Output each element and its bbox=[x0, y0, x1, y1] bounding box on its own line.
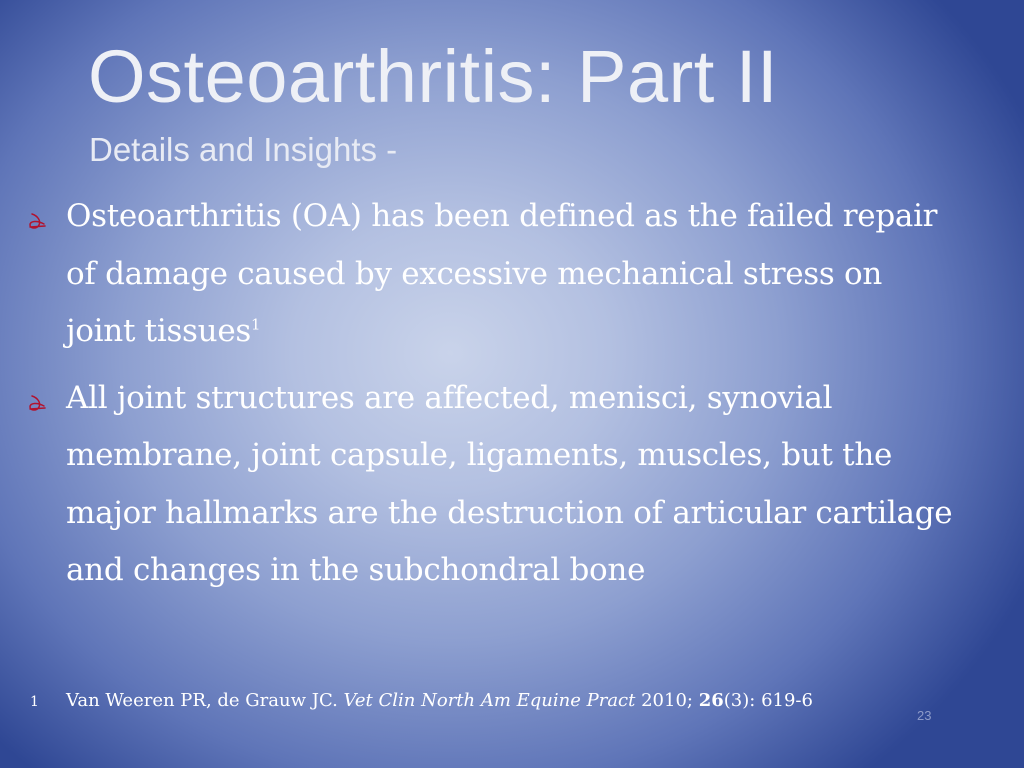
footnote-authors: Van Weeren PR, de Grauw JC. bbox=[66, 690, 338, 711]
slide-number: 23 bbox=[917, 708, 932, 723]
scribble-bullet-icon bbox=[26, 392, 48, 414]
footnote bbox=[30, 690, 813, 711]
slide-subtitle: Details and Insights - bbox=[89, 131, 398, 168]
footnote-volume: 26 bbox=[698, 690, 724, 711]
footnote-journal: Vet Clin North Am Equine Pract bbox=[343, 690, 636, 711]
bullet-list bbox=[26, 188, 956, 609]
footnote-reference: 1 bbox=[250, 315, 261, 334]
footnote-issue-pages: (3): 619-6 bbox=[723, 690, 813, 711]
bullet-text: Osteoarthritis (OA) has been defined as the failed repair of damage caused by excessive mechanical stress on joint tissues bbox=[66, 198, 938, 349]
bullet-text: All joint structures are affected, menisci, synovial membrane, joint capsule, ligaments, muscles, but the major hallmarks are the destruction of articular cartilage and changes in the subchondral bone bbox=[66, 379, 953, 588]
footnote-number: 1 bbox=[30, 694, 39, 710]
slide-title: Osteoarthritis: Part II bbox=[88, 35, 779, 118]
bullet-item bbox=[26, 188, 956, 361]
bullet-item bbox=[26, 370, 956, 600]
footnote-year: 2010; bbox=[641, 690, 693, 711]
scribble-bullet-icon bbox=[26, 210, 48, 232]
